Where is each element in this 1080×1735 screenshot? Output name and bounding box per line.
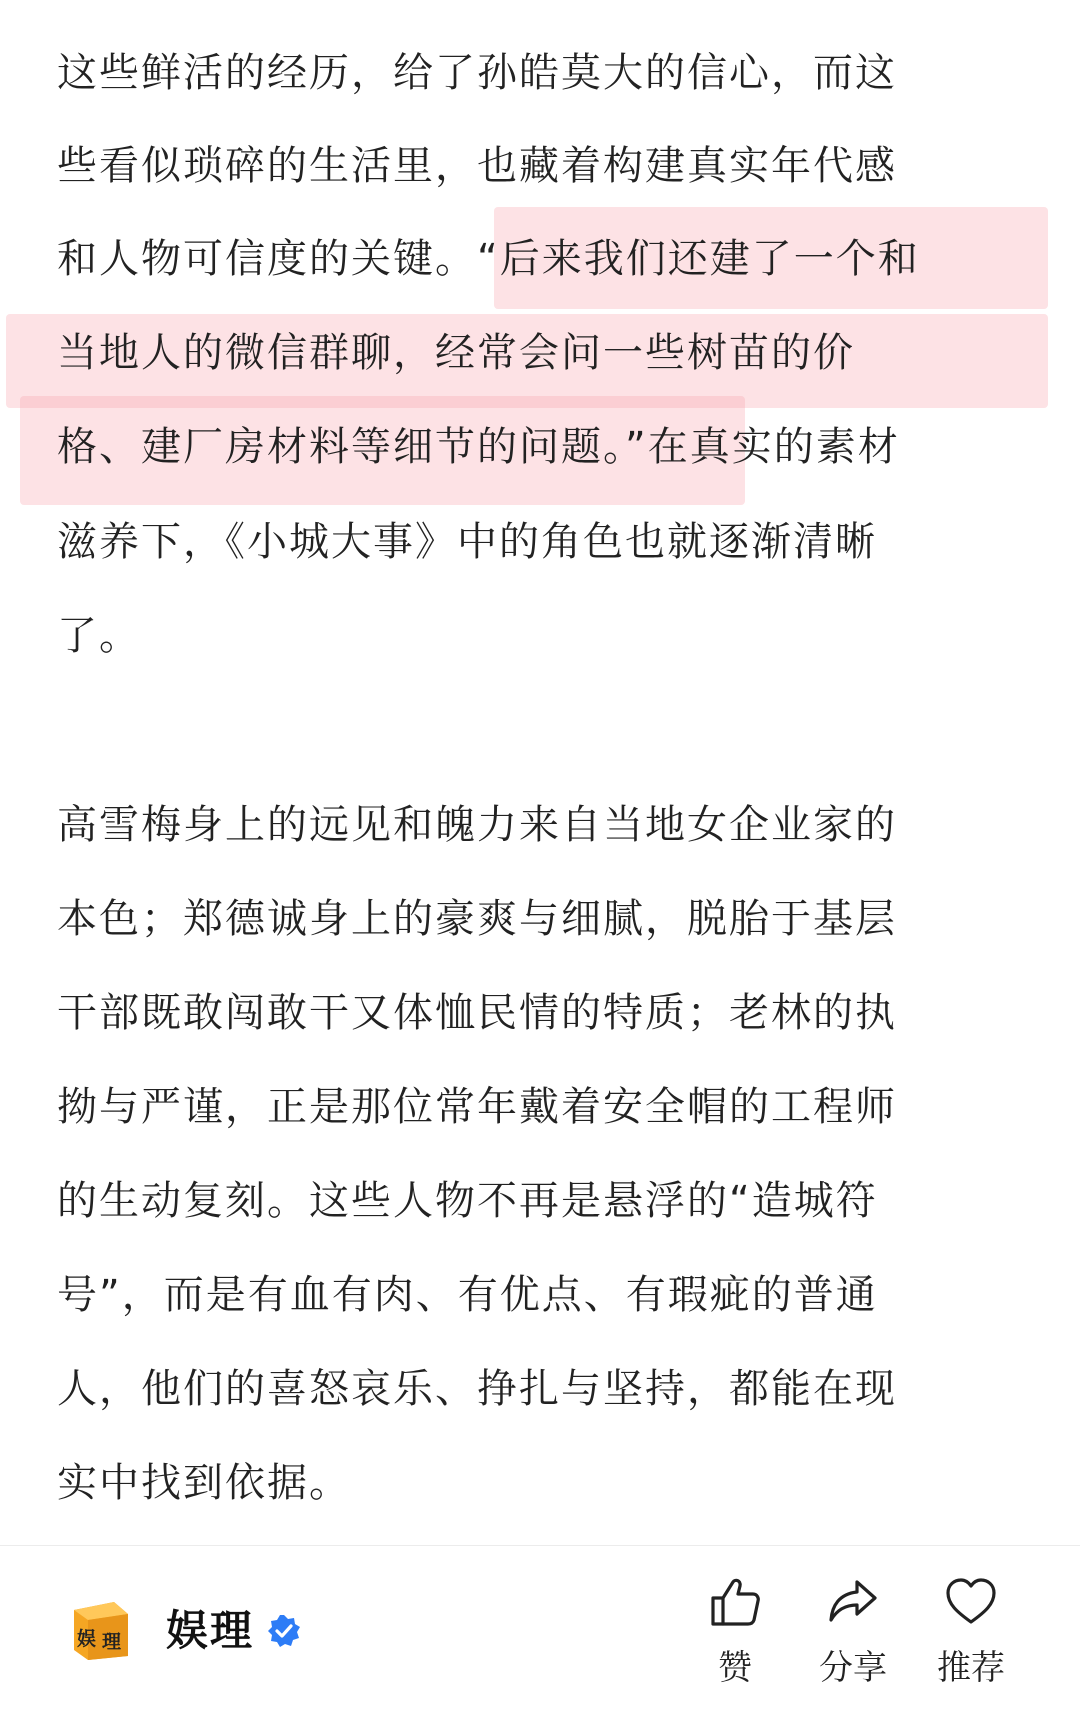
paragraph-line: 格、建厂房材料等细节的问题。”在真实的素材	[57, 424, 900, 470]
paragraph-line: 拗与严谨，正是那位常年戴着安全帽的工程师	[57, 1084, 897, 1130]
thumbs-up-icon	[707, 1574, 763, 1630]
share-button[interactable]	[798, 1574, 908, 1704]
account-name[interactable]: 娱理	[166, 1606, 255, 1655]
paragraph-line: 了。	[57, 613, 141, 659]
logo-text: 娱	[77, 1628, 97, 1650]
paragraph-line: 高雪梅身上的远见和魄力来自当地女企业家的	[57, 802, 897, 848]
paragraph-line: 本色；郑德诚身上的豪爽与细腻，脱胎于基层	[57, 896, 897, 942]
verified-badge-icon	[266, 1613, 302, 1649]
share-label: 分享	[819, 1648, 887, 1688]
paragraph-line: 实中找到依据。	[57, 1460, 351, 1506]
heart-icon	[943, 1574, 999, 1630]
paragraph-line: 号”，而是有血有肉、有优点、有瑕疵的普通	[57, 1272, 878, 1318]
paragraph-line: 的生动复刻。这些人物不再是悬浮的“造城符	[57, 1178, 878, 1224]
paragraph-line: 和人物可信度的关键。“后来我们还建了一个和	[57, 236, 920, 282]
paragraph-line: 些看似琐碎的生活里，也藏着构建真实年代感	[57, 143, 897, 189]
paragraph-line: 人，他们的喜怒哀乐、挣扎与坚持，都能在现	[57, 1366, 897, 1412]
share-icon	[825, 1574, 881, 1630]
paragraph-line: 这些鲜活的经历，给了孙皓莫大的信心，而这	[57, 50, 897, 96]
logo-text: 理	[102, 1631, 122, 1653]
footer-bar	[0, 1546, 1080, 1735]
paragraph-line: 当地人的微信群聊，经常会问一些树苗的价	[57, 330, 855, 376]
like-label: 赞	[718, 1648, 752, 1688]
account-logo[interactable]	[68, 1598, 134, 1664]
recommend-label: 推荐	[937, 1648, 1005, 1688]
paragraph-line: 滋养下，《小城大事》中的角色也就逐渐清晰	[57, 519, 877, 565]
like-button[interactable]	[680, 1574, 790, 1704]
paragraph-line: 干部既敢闯敢干又体恤民情的特质；老林的执	[57, 990, 897, 1036]
recommend-button[interactable]	[916, 1574, 1026, 1704]
